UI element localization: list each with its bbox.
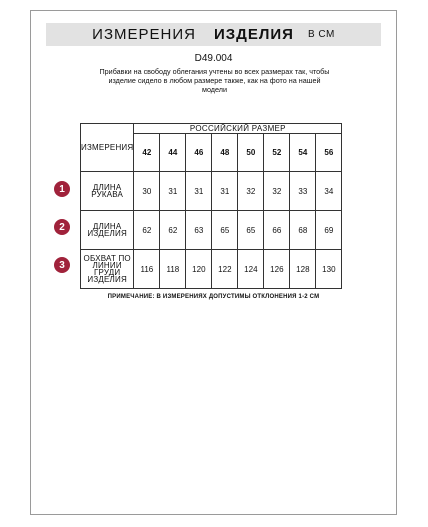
size-chart-sheet: [30, 10, 397, 515]
row-label-line: ИЗДЕЛИЯ: [87, 275, 127, 284]
value-cell: 126: [264, 250, 290, 289]
value-cell: 124: [238, 250, 264, 289]
corner-label: ИЗМЕРЕНИЯ: [81, 124, 134, 172]
row-label-line: ИЗДЕЛИЯ: [87, 229, 127, 238]
row-label-line: ЛИНИИ ГРУДИ: [92, 261, 122, 277]
size-cell: 50: [238, 134, 264, 172]
value-cell: 116: [134, 250, 160, 289]
value-cell: 128: [290, 250, 316, 289]
size-cell: 48: [212, 134, 238, 172]
row-label-line: ОБХВАТ ПО: [83, 254, 131, 263]
value-cell: 69: [316, 211, 342, 250]
value-cell: 65: [238, 211, 264, 250]
row-badge-2: 2: [54, 219, 70, 235]
fit-note-line: Прибавки на свободу облегания учтены во всех размерах так, чтобы: [99, 67, 330, 76]
table-header-row: [81, 124, 342, 134]
row-label: [81, 172, 134, 211]
table-row: [81, 172, 342, 211]
size-cell: 56: [316, 134, 342, 172]
value-cell: 31: [212, 172, 238, 211]
size-system-header: РОССИЙСКИЙ РАЗМЕР: [134, 124, 342, 134]
model-code: D49.004: [194, 53, 233, 64]
value-cell: 68: [290, 211, 316, 250]
size-cell: 52: [264, 134, 290, 172]
row-label: [81, 250, 134, 289]
row-label-line: ДЛИНА: [92, 222, 122, 231]
value-cell: 66: [264, 211, 290, 250]
value-cell: 130: [316, 250, 342, 289]
value-cell: 122: [212, 250, 238, 289]
row-label-line: ДЛИНА РУКАВА: [91, 183, 124, 199]
table-row: [81, 250, 342, 289]
size-cell: 54: [290, 134, 316, 172]
value-cell: 31: [186, 172, 212, 211]
title-word-garment: ИЗДЕЛИЯ: [213, 26, 294, 43]
table-row: [81, 211, 342, 250]
title-word-measurements: ИЗМЕРЕНИЯ: [92, 26, 196, 43]
row-badge-3: 3: [54, 257, 70, 273]
value-cell: 65: [212, 211, 238, 250]
title-unit: В СМ: [307, 29, 335, 40]
size-cell: 46: [186, 134, 212, 172]
size-cell: 44: [160, 134, 186, 172]
value-cell: 63: [186, 211, 212, 250]
fit-note-line: изделие сидело в любом размере также, как на фото на нашей: [108, 76, 321, 85]
value-cell: 31: [160, 172, 186, 211]
fit-note: [71, 67, 358, 94]
value-cell: 118: [160, 250, 186, 289]
size-cell: 42: [134, 134, 160, 172]
value-cell: 34: [316, 172, 342, 211]
value-cell: 62: [160, 211, 186, 250]
row-label: [81, 211, 134, 250]
fit-note-line: модели: [202, 85, 227, 94]
row-badge-1: 1: [54, 181, 70, 197]
value-cell: 62: [134, 211, 160, 250]
value-cell: 30: [134, 172, 160, 211]
value-cell: 120: [186, 250, 212, 289]
value-cell: 32: [238, 172, 264, 211]
measurements-table: [80, 123, 342, 289]
title-banner: [46, 23, 381, 46]
value-cell: 33: [290, 172, 316, 211]
tolerance-note: ПРИМЕЧАНИЕ: В ИЗМЕРЕНИЯХ ДОПУСТИМЫ ОТКЛОНЕНИЯ 1-2 СМ: [107, 294, 320, 300]
value-cell: 32: [264, 172, 290, 211]
